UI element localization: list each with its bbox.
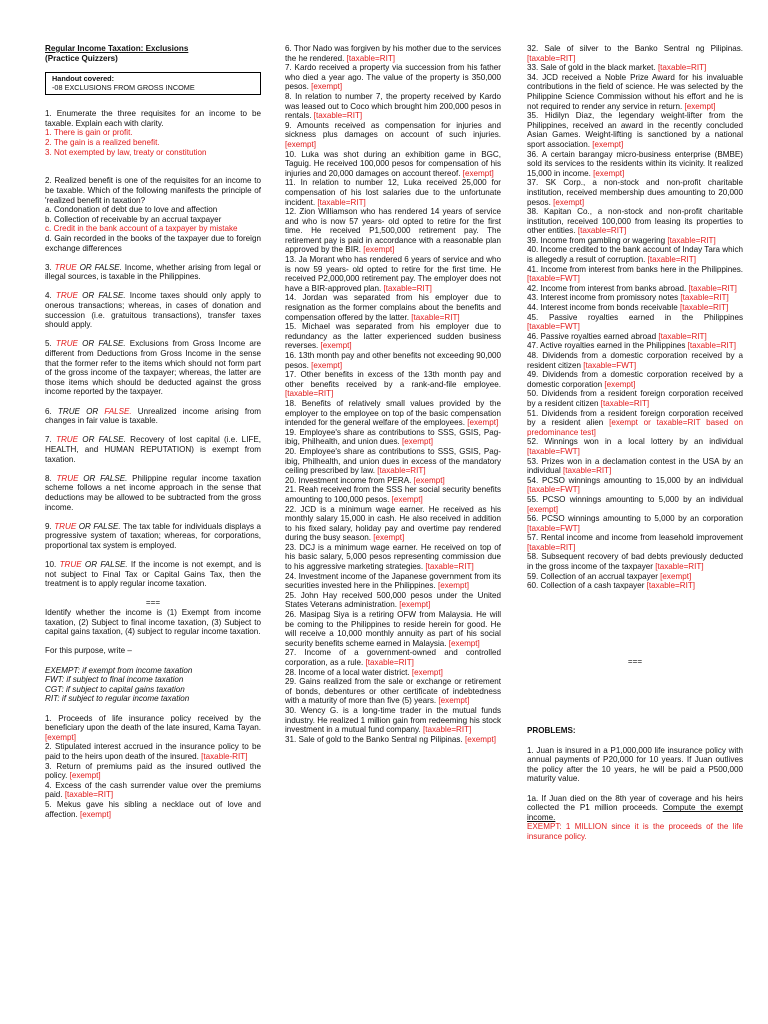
item-answer: [taxable=FWT] xyxy=(527,485,580,495)
list-item xyxy=(527,111,743,149)
item-text: 49. Dividends from a domestic corporation received by a domestic corporation xyxy=(527,370,743,389)
question-10: 10. TRUE OR FALSE. If the income is not exempt, and is not subject to Final Tax or Capital Gains Tax, then the treatment is to apply regular income taxation. xyxy=(45,560,262,589)
list-item xyxy=(527,581,743,591)
item-text: 29. Gains realized from the sale or exchange or retirement of bonds, debentures or other certificate of indebtedness with a maturity of more than five (5) years. xyxy=(285,677,501,706)
item-list-col2 xyxy=(285,44,501,744)
item-text: 4. Excess of the cash surrender value over the premiums paid. xyxy=(45,780,261,800)
item-text: 22. JCD is a minimum wage earner. He received as his monthly salary 15,000 in cash. He also received in addition to his fixed salary, holiday pay and overtime pay rendered during the busy season. xyxy=(285,504,501,543)
item-answer: [taxable=RIT] xyxy=(680,293,729,303)
list-item xyxy=(285,150,501,179)
item-text: 10. Luka was shot during an exhibition game in BGC, Taguig. He received 100,000 pesos for compensation of his injuries and 20,000 damages on account thereof. xyxy=(285,149,501,178)
instructions-write: For this purpose, write – xyxy=(45,646,132,656)
list-item xyxy=(285,668,501,678)
true-label: TRUE xyxy=(55,291,78,301)
item-text: 12. Zion Williamson who has rendered 14 years of service and who is now 57 years- old opted to retire for the first time. He received P1,500,000 retirement pay. The retirement pay is paid in accordance with a reasonable plan approved by the BIR. xyxy=(285,207,501,255)
false-label: FALSE. xyxy=(98,291,126,301)
list-item xyxy=(285,399,501,428)
item-answer: [taxable=RIT] xyxy=(383,283,432,293)
item-answer: [exempt] xyxy=(660,571,692,581)
column-3 xyxy=(527,44,743,842)
list-item xyxy=(527,178,743,207)
item-list-col1 xyxy=(45,714,261,820)
item-answer: [taxable=RIT] xyxy=(657,63,707,73)
item-text: 16. 13th month pay and other benefits not exceeding 90,000 pesos. xyxy=(285,351,501,370)
list-item xyxy=(285,322,501,351)
item-answer: [taxable=RIT] xyxy=(577,226,627,236)
item-text: 18. Benefits of relatively small values provided by the employer to the employee on top of the basic compensation intended for the general welfare of the employees. xyxy=(285,398,501,428)
item-text: 33. Sale of gold in the black market. xyxy=(527,63,658,73)
document-subtitle: (Practice Quizzers) xyxy=(45,53,118,63)
item-text: 2. Stipulated interest accrued in the insurance policy to be paid to the heirs upon death of the insured. xyxy=(45,742,261,761)
list-item xyxy=(285,44,501,63)
true-label: TRUE xyxy=(54,521,77,531)
code-fwt: FWT: if subject to final income taxation xyxy=(45,675,184,685)
list-item xyxy=(285,485,501,504)
list-item xyxy=(45,781,261,800)
item-answer: [taxable=RIT] xyxy=(563,466,612,476)
item-answer: [taxable=RIT] xyxy=(667,235,716,245)
list-item xyxy=(45,800,261,819)
item-text: 14. Jordan was separated from his employer due to resignation as the former complains about the benefits and compensation offered by the latter. xyxy=(285,293,501,322)
item-answer: [exempt] xyxy=(45,732,77,742)
list-item xyxy=(527,313,743,332)
item-answer: [exempt] xyxy=(391,494,423,504)
item-answer: [taxable=RIT] xyxy=(64,790,114,800)
list-item xyxy=(285,591,501,610)
item-answer: [exempt] xyxy=(311,82,343,92)
list-item xyxy=(527,236,743,246)
problem-1a-answer: EXEMPT: 1 MILLION since it is the proceeds of the life insurance policy. xyxy=(527,822,743,841)
list-item xyxy=(285,677,501,706)
item-text: 54. PCSO winnings amounting to 15,000 by an individual xyxy=(527,475,743,485)
document-title: Regular Income Taxation: Exclusions xyxy=(45,44,189,53)
list-item xyxy=(285,572,501,591)
item-text: 35. Hidilyn Diaz, the legendary weight-lifter from the Philippines, received an award in the recently concluded Asian Games. Weight-lifting is sanctioned by a national sport association. xyxy=(527,111,743,149)
item-text: 39. Income from gambling or wagering xyxy=(527,235,668,245)
code-cgt: CGT: if subject to capital gains taxation xyxy=(45,684,185,694)
item-text: 56. PCSO winnings amounting to 5,000 by an corporation xyxy=(527,514,743,524)
item-answer: [taxable=RIT] xyxy=(646,581,696,591)
code-exempt: EXEMPT: if exempt from income taxation xyxy=(45,665,193,675)
item-answer: [exempt] xyxy=(592,139,624,149)
item-answer: [exempt] xyxy=(285,139,317,149)
item-text: 21. Reah received from the SSS her social security benefits amounting to 100,000 pesos. xyxy=(285,485,501,504)
item-text: 32. Sale of silver to the Banko Sentral ng Pilipinas. xyxy=(527,44,743,53)
instructions-text: Identify whether the income is (1) Exempt from income taxation, (2) Subject to final income taxation, (3) Subject to capital gains taxation, (4) subject to regular income taxation. xyxy=(45,608,261,637)
item-answer: [taxable=FWT] xyxy=(583,360,637,370)
list-item xyxy=(527,293,743,303)
item-answer: [exempt or taxable=RIT based on predominance test] xyxy=(527,418,743,437)
item-text: 15. Michael was separated from his employer due to redundancy as the latter experienced sudden business reverses. xyxy=(285,322,501,351)
item-text: 30. Wency G. is a long-time trader in the mutual funds industry. He realized 1 million gain from redeeming his stock investment in a mutual fund company. xyxy=(285,705,501,735)
item-answer: [exempt] xyxy=(438,696,470,706)
list-item xyxy=(285,648,501,667)
handout-item: -08 EXCLUSIONS FROM GROSS INCOME xyxy=(52,83,195,93)
item-list-col3 xyxy=(527,44,743,591)
item-text: 13. Ja Morant who has rendered 6 years of service and who is now 59 years- old opted to retire for the first time. He received P2,000,000 retirement pay. The employer does not have a BIR-approved plan. xyxy=(285,255,501,293)
item-text: 58. Subsequent recovery of bad debts previously deducted in the gross income of the taxpayer xyxy=(527,552,743,572)
column-1 xyxy=(45,44,261,819)
item-answer: [exempt] xyxy=(373,533,405,543)
list-item xyxy=(285,543,501,572)
item-text: 1. Proceeds of life insurance policy received by the beneficiary upon the death of the late insured, Kama Tayan. xyxy=(45,713,261,733)
section-divider: === xyxy=(145,598,161,608)
question-5: 5. TRUE OR FALSE. Exclusions from Gross Income are different from Deductions from Gross Income in the sense that the former refer to the items which should not form part of the gross income of the taxpayer; whereas, the latter are those items which should be deducted against the gross income reported by the taxpayer. xyxy=(45,339,262,397)
item-text: 43. Interest income from promissory notes xyxy=(527,293,681,303)
list-item xyxy=(527,437,743,456)
item-text: 27. Income of a government-owned and controlled corporation, as a rule. xyxy=(285,648,501,667)
list-item xyxy=(285,706,501,735)
item-answer: [taxable=RIT] xyxy=(377,466,426,476)
true-label: TRUE xyxy=(56,473,79,483)
item-text: 52. Winnings won in a local lottery by an individual xyxy=(527,437,743,447)
item-answer: [taxable=RIT] xyxy=(365,658,414,667)
list-item xyxy=(285,428,501,447)
list-item xyxy=(285,293,501,322)
item-text: 37. SK Corp., a non-stock and non-profit charitable institution, received membership dues amounting to 20,000 pesos. xyxy=(527,178,743,207)
list-item xyxy=(285,370,501,399)
false-label: FALSE. xyxy=(94,262,122,272)
item-text: 11. In relation to number 12, Luka received 25,000 for compensation of his lost salaries due to the unfortunate incident. xyxy=(285,178,501,207)
false-label: FALSE. xyxy=(93,521,121,531)
list-item xyxy=(527,44,743,63)
item-text: 45. Passive royalties earned in the Philippines xyxy=(527,312,743,322)
item-answer: [exempt] xyxy=(593,168,625,178)
list-item xyxy=(527,245,743,264)
true-label: TRUE xyxy=(56,435,79,445)
list-item xyxy=(285,447,501,476)
answer-1-line: 1. There is gain or profit. xyxy=(45,128,133,138)
item-text: 59. Collection of an accrual taxpayer xyxy=(527,571,661,581)
item-text: 46. Passive royalties earned abroad xyxy=(527,331,659,341)
item-answer: [exempt] xyxy=(467,418,499,428)
question-9: 9. TRUE OR FALSE. The tax table for individuals displays a progressive system of taxation; whereas, for corporations, proportional tax system is employed. xyxy=(45,521,262,550)
item-answer: [exempt] xyxy=(402,437,434,447)
list-item xyxy=(45,762,261,781)
item-answer: [taxable=RIT] xyxy=(411,312,460,322)
item-answer: [taxable=RIT] xyxy=(422,725,472,735)
code-rit: RIT: if subject to regular income taxation xyxy=(45,694,190,704)
question-7: 7. TRUE OR FALSE. Recovery of lost capital (i.e. LIFE, HEALTH, and HUMAN REPUTATION) is exempt from taxation. xyxy=(45,435,262,464)
list-item xyxy=(527,332,743,342)
list-item xyxy=(285,92,501,121)
item-text: 20. Investment income from PERA. xyxy=(285,475,414,485)
list-item xyxy=(527,409,743,438)
question-2: 2. Realized benefit is one of the requisites for an income to be taxable. Which of the following manifests the principle of 'realized benefit in taxation? xyxy=(45,176,261,205)
list-item xyxy=(527,150,743,179)
item-text: 3. Return of premiums paid as the insured outlived the policy. xyxy=(45,761,261,781)
question-3: 3. TRUE OR FALSE. Income, whether arising from legal or illegal sources, is taxable in the Philippines. xyxy=(45,262,262,282)
item-answer: [taxable=FWT] xyxy=(527,322,580,332)
false-label: FALSE. xyxy=(100,560,128,570)
list-item xyxy=(527,476,743,495)
item-answer: [exempt] xyxy=(411,667,443,677)
item-answer: [taxable=RIT] xyxy=(647,255,696,265)
list-item xyxy=(527,572,743,582)
item-text: 60. Collection of a cash taxpayer xyxy=(527,581,647,591)
item-text: 34. JCD received a Noble Prize Award for his invaluable contributions in the field of science. He was selected by the Philippine Science Commission without his effort and he is not required to render any service in return. xyxy=(527,72,743,111)
item-answer: [taxable=RIT] xyxy=(658,331,707,341)
item-answer: [taxable=RIT] xyxy=(285,389,334,399)
item-text: 40. Income credited to the bank account of Inday Tara which is allegedly a result of corruption. xyxy=(527,245,743,265)
item-answer: [taxable=RIT] xyxy=(600,398,650,408)
question-8: 8. TRUE OR FALSE. Philippine regular income taxation scheme follows a net income approach in the sense that deductions may be allowed to be subtracted from the gross income. xyxy=(45,473,261,512)
list-item xyxy=(527,533,743,552)
list-item xyxy=(527,514,743,533)
item-text: 41. Income from interest from banks here in the Philippines. xyxy=(527,264,743,274)
item-answer: [taxable=RIT] xyxy=(527,542,576,552)
list-item xyxy=(285,255,501,293)
item-answer: [taxable=RIT] xyxy=(679,303,729,313)
item-text: 5. Mekus gave his sibling a necklace out of love and affection. xyxy=(45,799,261,819)
list-item xyxy=(527,63,743,73)
item-text: 48. Dividends from a domestic corporation received by a resident citizen xyxy=(527,351,743,370)
question-2-option-b: b. Collection of receivable by an accrual taxpayer xyxy=(45,214,222,224)
section-divider-2: === xyxy=(627,656,643,666)
list-item xyxy=(285,351,501,370)
question-1: 1. Enumerate the three requisites for an income to be taxable. Explain each with clarity. xyxy=(45,109,261,128)
item-answer: [taxable=FWT] xyxy=(527,523,580,533)
list-item xyxy=(527,351,743,370)
item-answer: [taxable=RIT] xyxy=(313,111,363,121)
item-text: 31. Sale of gold to the Banko Sentral ng Pilipinas. xyxy=(285,734,465,744)
item-answer: [taxable=FWT] xyxy=(527,446,580,456)
problems-heading: PROBLEMS: xyxy=(527,726,576,736)
item-answer: [exempt] xyxy=(464,734,497,744)
item-answer: [taxable=RIT] xyxy=(346,53,396,63)
false-label: FALSE. xyxy=(98,339,126,349)
item-answer: [taxable=FWT] xyxy=(527,274,580,284)
list-item xyxy=(527,370,743,389)
handout-box xyxy=(45,72,261,95)
item-answer: [taxable-RIT] xyxy=(201,751,248,761)
item-answer: [exempt] xyxy=(399,600,431,610)
false-label: FALSE. xyxy=(100,473,128,483)
answer-1-line: 3. Not exempted by law, treaty or constitution xyxy=(45,147,207,157)
item-text: 55. PCSO winnings amounting to 5,000 by an individual xyxy=(527,494,743,504)
list-item xyxy=(527,303,743,313)
true-label: TRUE xyxy=(54,262,77,272)
item-answer: [exempt] xyxy=(69,771,101,781)
list-item xyxy=(45,714,261,743)
list-item xyxy=(285,610,501,648)
item-answer: [exempt] xyxy=(462,168,494,178)
true-label: TRUE xyxy=(59,560,82,570)
true-label: TRUE xyxy=(57,406,80,416)
list-item xyxy=(285,63,501,92)
item-answer: [exempt] xyxy=(320,341,352,351)
list-item xyxy=(527,73,743,111)
item-answer: [taxable=RIT] xyxy=(527,53,576,63)
item-text: 8. In relation to number 7, the property received by Kardo was leased out to Coco which brought him 200,000 pesos in rentals. xyxy=(285,91,501,121)
list-item xyxy=(527,341,743,351)
item-answer: [exempt] xyxy=(363,245,395,255)
list-item xyxy=(527,552,743,571)
item-answer: [taxable=RIT] xyxy=(317,197,366,207)
item-answer: [exempt] xyxy=(684,101,716,111)
list-item xyxy=(527,495,743,514)
false-label: FALSE. xyxy=(104,406,132,416)
item-text: 17. Other benefits in excess of the 13th month pay and other benefits received by a rank-and-file employee. xyxy=(285,370,501,389)
item-text: 28. Income of a local water district. xyxy=(285,667,412,677)
item-answer: [exempt] xyxy=(437,581,470,591)
false-label: FALSE. xyxy=(98,435,126,445)
item-answer: [exempt] xyxy=(604,379,636,389)
item-text: 53. Prizes won in a declamation contest in the USA by an individual xyxy=(527,456,743,476)
item-text: 24. Investment income of the Japanese government from its securities invested here in the Philippines. xyxy=(285,571,501,591)
list-item xyxy=(527,207,743,236)
list-item xyxy=(285,476,501,486)
item-answer: [exempt] xyxy=(311,360,343,370)
item-answer: [taxable=RIT] xyxy=(655,562,704,572)
question-2-option-c: c. Credit in the bank account of a taxpayer by mistake xyxy=(45,224,238,234)
item-answer: [exempt] xyxy=(79,809,111,819)
item-text: 47. Active royalties earned in the Philippines xyxy=(527,341,688,351)
item-text: 44. Interest income from bonds receivable xyxy=(527,303,680,313)
handout-label: Handout covered: xyxy=(52,74,115,84)
item-text: 23. DCJ is a minimum wage earner. He received on top of his basic salary, 5,000 pesos representing commission due to his aggressive marketing strategies. xyxy=(285,542,501,572)
question-2-option-a: a. Condonation of debt due to love and affection xyxy=(45,205,218,215)
item-text: 57. Rental income and income from leasehold improvement xyxy=(527,533,743,543)
column-2 xyxy=(285,44,501,744)
item-answer: [taxable=RIT] xyxy=(425,562,474,572)
item-answer: [exempt] xyxy=(553,197,585,207)
item-text: 38. Kapitan Co., a non-stock and non-profit charitable institution, received 100,000 from leasing its properties to other entities. xyxy=(527,207,743,236)
item-text: 20. Employee's share as contributions to SSS, GSIS, Pag-ibig, Philhealth, and union dues in excess of the mandatory ceiling prescribed by law. xyxy=(285,446,501,476)
item-text: 7. Kardo received a property via succession from his father who died a year ago. The value of the property is 350,000 pesos. xyxy=(285,63,501,92)
item-text: 51. Dividends from a resident foreign corporation received by a resident alien xyxy=(527,408,743,428)
question-4: 4. TRUE OR FALSE. Income taxes should only apply to onerous transactions; whereas, in cases of donation and succession (i.e. gratuitous transactions), transfer taxes should apply. xyxy=(45,291,262,330)
list-item xyxy=(285,505,501,543)
item-answer: [taxable=RIT] xyxy=(687,341,736,351)
item-answer: [exempt] xyxy=(413,475,445,485)
list-item xyxy=(527,284,743,294)
true-label: TRUE xyxy=(55,339,78,349)
list-item xyxy=(527,389,743,408)
item-text: 19. Employee's share as contributions to SSS, GSIS, Pag-ibig, Philhealth, and union dues. xyxy=(285,427,501,447)
problem-1a: 1a. If Juan died on the 8th year of coverage and his heirs collected the P1 million proceeds. Compute the exempt income. xyxy=(527,793,743,822)
item-answer: [exempt] xyxy=(527,504,559,514)
item-answer: [exempt] xyxy=(448,638,480,648)
item-text: 42. Income from interest from banks abroad. xyxy=(527,283,689,293)
question-2-option-d: d. Gain recorded in the books of the taxpayer due to foreign exchange differences xyxy=(45,233,261,253)
list-item xyxy=(285,207,501,255)
item-text: 36. A certain barangay micro-business enterprise (BMBE) sold its services to the residents within its vicinity. It realized 15,000 in income. xyxy=(527,149,743,178)
list-item xyxy=(527,457,743,476)
list-item xyxy=(45,742,261,761)
item-text: 9. Amounts received as compensation for injuries and sickness plus damages on account of such injuries. xyxy=(285,120,501,140)
item-text: 6. Thor Nado was forgiven by his mother due to the services the he rendered. xyxy=(285,44,501,63)
item-text: 25. John Hay received 500,000 pesos under the United States Veterans administration. xyxy=(285,590,501,610)
item-answer: [taxable=RIT] xyxy=(688,283,737,293)
list-item xyxy=(527,265,743,284)
list-item xyxy=(285,178,501,207)
item-text: 26. Masipag Siya is a retiring OFW from Malaysia. He will be coming to the Philippines to reside herein for good. He will receive a 10,000 monthly annuity as part of his social security benefits scheme earned in Malaysia. xyxy=(285,610,501,648)
question-6: 6. TRUE OR FALSE. Unrealized income arising from changes in fair value is taxable. xyxy=(45,406,262,426)
list-item xyxy=(285,735,501,745)
list-item xyxy=(285,121,501,150)
answer-1-line: 2. The gain is a realized benefit. xyxy=(45,137,160,147)
item-text: 50. Dividends from a resident foreign corporation received by a resident citizen xyxy=(527,389,743,408)
problem-1: 1. Juan is insured in a P1,000,000 life insurance policy with annual payments of P20,000 for 10 years. If Juan outlives the policy after the 10 years, he will be paid a P500,000 maturity value. xyxy=(527,745,743,784)
